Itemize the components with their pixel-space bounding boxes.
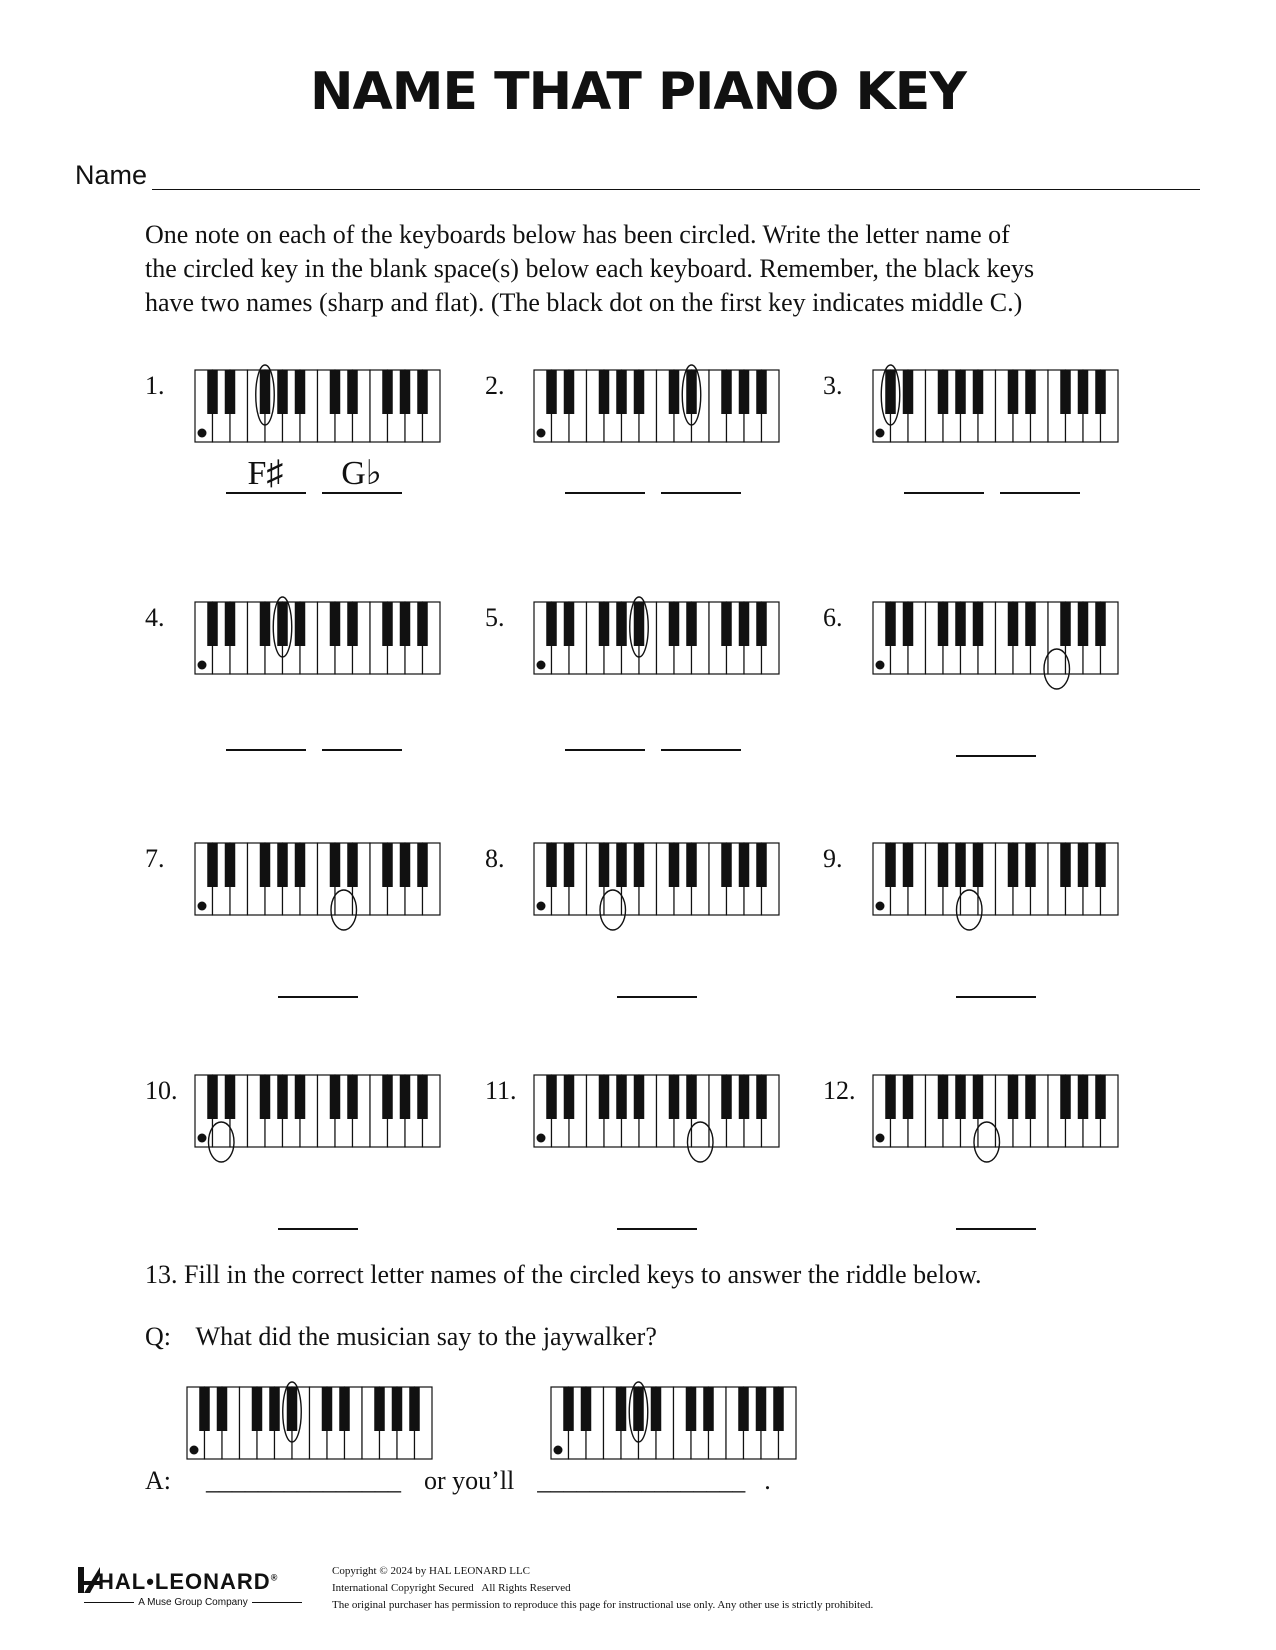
black-key [616,370,627,414]
black-key [686,1387,697,1431]
black-key [721,843,732,887]
black-key [885,1075,896,1119]
black-key [938,843,949,887]
black-key [207,843,218,887]
black-key [1060,843,1071,887]
a-label: A: [145,1466,171,1495]
black-key [739,602,750,646]
black-key [721,370,732,414]
black-key [322,1387,333,1431]
black-key [417,370,428,414]
black-key [686,843,697,887]
exercise-number: 7. [145,844,165,873]
riddle-question-text: What did the musician say to the jaywalker? [195,1322,657,1351]
black-key [616,1075,627,1119]
answer-blank[interactable] [904,456,984,494]
name-label: Name [75,160,148,190]
black-key [1008,843,1019,887]
black-key [669,843,680,887]
black-key [634,843,645,887]
black-key [563,1387,574,1431]
black-key [938,1075,949,1119]
black-key [599,370,610,414]
black-key [721,1075,732,1119]
black-key [1025,1075,1036,1119]
black-key [973,370,984,414]
exercise-number: 2. [485,371,505,400]
black-key [738,1387,749,1431]
black-key [651,1387,662,1431]
black-key [564,370,575,414]
black-key [756,1075,767,1119]
black-key [885,843,896,887]
black-key [330,602,341,646]
answer-blank[interactable]: F♯ [226,456,306,494]
middle-c-dot [876,429,885,438]
answer-blank[interactable] [278,960,358,998]
black-key [686,370,697,414]
black-key [409,1387,420,1431]
black-key [400,843,411,887]
black-key [330,1075,341,1119]
riddle-question [145,1322,657,1352]
middle-c-dot [876,902,885,911]
black-key [564,1075,575,1119]
middle-c-dot [554,1446,563,1455]
middle-c-dot [537,429,546,438]
copyright-line: International Copyright Secured All Rights Reserved [332,1582,571,1594]
black-key [1078,370,1089,414]
answer-blank[interactable] [956,1192,1036,1230]
black-key [756,1387,767,1431]
piano-keyboard [863,356,1128,468]
black-key [417,602,428,646]
black-key [885,370,896,414]
instructions [145,218,1145,320]
black-key [686,1075,697,1119]
answer-blank-1[interactable]: _______________ [206,1466,401,1495]
answer-blank[interactable] [565,713,645,751]
answer-mid-text: or you’ll [424,1466,515,1495]
black-key [739,843,750,887]
answer-blank[interactable] [617,1192,697,1230]
black-key [339,1387,350,1431]
black-key [669,602,680,646]
page-title: NAME THAT PIANO KEY [310,62,966,122]
black-key [347,370,358,414]
exercise-number: 1. [145,371,165,400]
black-key [739,370,750,414]
answer-blank[interactable] [956,719,1036,757]
black-key [756,370,767,414]
black-key [382,370,393,414]
black-key [1060,1075,1071,1119]
black-key [1078,602,1089,646]
piano-keyboard [524,1061,789,1173]
copyright-line: Copyright © 2024 by HAL LEONARD LLC [332,1565,530,1577]
black-key [225,1075,236,1119]
black-key [599,843,610,887]
black-key [260,1075,271,1119]
piano-keyboard [524,356,789,468]
black-key [225,370,236,414]
black-key [546,843,557,887]
middle-c-dot [190,1446,199,1455]
black-key [1078,1075,1089,1119]
black-key [1060,370,1071,414]
middle-c-dot [876,661,885,670]
exercise-number: 11. [485,1076,517,1105]
black-key [903,843,914,887]
black-key [330,843,341,887]
black-key [546,370,557,414]
black-key [669,1075,680,1119]
black-key [686,602,697,646]
black-key [374,1387,385,1431]
exercise-number: 3. [823,371,843,400]
black-key [703,1387,714,1431]
middle-c-dot [198,661,207,670]
black-key [546,1075,557,1119]
black-key [207,1075,218,1119]
black-key [277,602,288,646]
piano-keyboard [185,356,450,468]
black-key [199,1387,210,1431]
black-key [1025,370,1036,414]
answer-blank[interactable]: G♭ [322,456,402,494]
black-key [260,602,271,646]
answer-blank[interactable] [956,960,1036,998]
black-key [634,602,645,646]
middle-c-dot [198,902,207,911]
black-key [973,843,984,887]
black-key [392,1387,403,1431]
black-key [616,843,627,887]
black-key [1025,843,1036,887]
black-key [277,843,288,887]
piano-keyboard [524,588,789,700]
black-key [756,602,767,646]
black-key [669,370,680,414]
middle-c-dot [876,1134,885,1143]
instructions-line: One note on each of the keyboards below has been circled. Write the letter name of [145,220,1010,249]
black-key [347,1075,358,1119]
black-key [616,602,627,646]
answer-blank[interactable] [322,713,402,751]
black-key [546,602,557,646]
black-key [207,370,218,414]
black-key [634,370,645,414]
black-key [599,1075,610,1119]
black-key [382,602,393,646]
black-key [1095,602,1106,646]
black-key [564,602,575,646]
hal-leonard-logo [78,1563,314,1613]
black-key [217,1387,228,1431]
exercise-number: 12. [823,1076,856,1105]
piano-keyboard [524,829,789,941]
black-key [903,1075,914,1119]
q-label: Q: [145,1322,171,1351]
name-field[interactable] [152,189,1200,190]
black-key [417,843,428,887]
exercise-number: 10. [145,1076,178,1105]
black-key [885,602,896,646]
black-key [382,1075,393,1119]
black-key [955,602,966,646]
piano-keyboard [863,829,1128,941]
black-key [400,602,411,646]
piano-keyboard [185,588,450,700]
question-13-prompt: 13. Fill in the correct letter names of the circled keys to answer the riddle below. [145,1260,982,1289]
answer-blank[interactable] [1000,456,1080,494]
answer-end: . [764,1466,771,1495]
black-key [277,370,288,414]
copyright-notice [332,1563,873,1614]
black-key [295,843,306,887]
exercise-number: 8. [485,844,505,873]
middle-c-dot [198,429,207,438]
piano-keyboard [185,829,450,941]
exercise-number: 4. [145,603,165,632]
middle-c-dot [537,661,546,670]
piano-keyboard [863,588,1128,700]
answer-blank[interactable] [661,456,741,494]
black-key [277,1075,288,1119]
black-key [295,1075,306,1119]
exercise-number: 9. [823,844,843,873]
middle-c-dot [537,902,546,911]
black-key [1078,843,1089,887]
black-key [634,1075,645,1119]
instructions-line: have two names (sharp and flat). (The black dot on the first key indicates middle C.) [145,288,1023,317]
black-key [1060,602,1071,646]
exercise-number: 5. [485,603,505,632]
black-key [938,370,949,414]
black-key [616,1387,627,1431]
middle-c-dot [537,1134,546,1143]
answer-blank[interactable] [226,713,306,751]
black-key [739,1075,750,1119]
logo-text: HAL•LEONARD® [98,1569,279,1594]
black-key [260,843,271,887]
black-key [207,602,218,646]
answer-blank[interactable] [617,960,697,998]
black-key [1095,370,1106,414]
black-key [1008,370,1019,414]
black-key [773,1387,784,1431]
black-key [955,1075,966,1119]
black-key [295,370,306,414]
answer-blank[interactable] [661,713,741,751]
black-key [1008,1075,1019,1119]
instructions-line: the circled key in the blank space(s) below each keyboard. Remember, the black keys [145,254,1035,283]
black-key [903,602,914,646]
black-key [973,602,984,646]
exercise-number: 6. [823,603,843,632]
black-key [287,1387,298,1431]
answer-blank[interactable] [565,456,645,494]
black-key [400,370,411,414]
black-key [1008,602,1019,646]
answer-blank-2[interactable]: ________________ [537,1466,746,1495]
black-key [330,370,341,414]
black-key [295,602,306,646]
riddle-answer [145,1466,771,1496]
black-key [633,1387,644,1431]
piano-keyboard [863,1061,1128,1173]
middle-c-dot [198,1134,207,1143]
black-key [903,370,914,414]
black-key [225,602,236,646]
black-key [564,843,575,887]
piano-keyboard [185,1061,450,1173]
black-key [417,1075,428,1119]
black-key [225,843,236,887]
black-key [382,843,393,887]
black-key [347,602,358,646]
black-key [721,602,732,646]
hal-leonard-mark-icon [78,1567,100,1593]
copyright-line: The original purchaser has permission to reproduce this page for instructional use only. Any other use is strictly prohibited. [332,1599,874,1611]
black-key [260,370,271,414]
black-key [973,1075,984,1119]
black-key [347,843,358,887]
black-key [1095,1075,1106,1119]
black-key [1025,602,1036,646]
black-key [581,1387,592,1431]
black-key [400,1075,411,1119]
answer-blank[interactable] [278,1192,358,1230]
logo-subtitle: A Muse Group Company [78,1597,308,1608]
black-key [269,1387,280,1431]
black-key [252,1387,263,1431]
black-key [756,843,767,887]
black-key [1095,843,1106,887]
black-key [955,370,966,414]
black-key [938,602,949,646]
black-key [599,602,610,646]
black-key [955,843,966,887]
